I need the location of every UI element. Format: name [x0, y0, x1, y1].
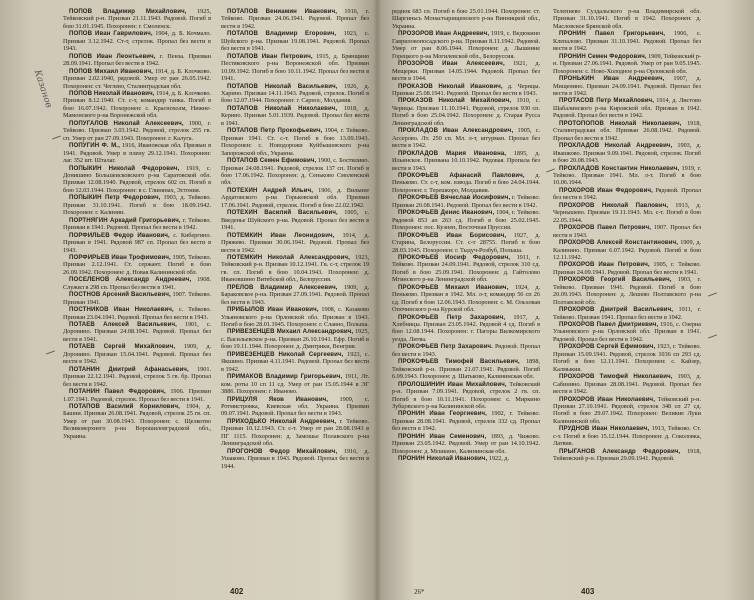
entry-text: 1893, д. Чижово. Призван 23.05.1942. Рядовой. Умер от ран 14.10.1942. Похоронен: д. Мешкино, Калининская обл. — [392, 432, 540, 455]
memorial-entry — [392, 30, 540, 60]
memorial-entry — [63, 343, 211, 365]
memorial-entry — [63, 291, 211, 306]
entry-name: ПРОЗОРОВ Иван Алексеевич, — [398, 60, 505, 68]
entry-name: ПРОКОФЬЕВ Иосиф Федорович, — [398, 253, 511, 261]
entry-name: ПОТАПОВ Петр Прокофьевич, — [227, 127, 323, 135]
entry-text: 1907, д. Мищенино. Призван 24.09.1941. Рядовой. Пропал без вести в 1942. — [553, 75, 701, 97]
entry-name: ПРОХОРОВ Дмитрий Васильевич, — [559, 306, 674, 314]
memorial-entry — [553, 373, 701, 395]
memorial-entry — [221, 83, 369, 105]
memorial-entry — [63, 306, 211, 321]
entry-name: ПРИВЕЗЕНЦЕВ Михаил Александрович, — [227, 328, 354, 336]
entry-name: ПРИХОДЬКО Николай Андреевич, — [227, 417, 337, 425]
entry-text: 1905, Тейково. Призван 2.12.1941. Ст. сержант. Погиб в бою 26.09.1942. Похоронен: д. Новая Калининской обл. — [63, 253, 211, 276]
memorial-entry — [553, 30, 701, 52]
memorial-entry — [553, 142, 701, 164]
memorial-entry — [553, 120, 701, 142]
entry-text: 1923, с. Шуйского р-на. Призван 19.08.1941. Рядовой. Пропал без вести в 1941. — [221, 30, 370, 53]
memorial-entry — [63, 254, 211, 276]
memorial-entry — [392, 150, 540, 172]
entry-text: с. Кибергино. Призван в 1941. Рядовой 987 сп. Пропал без вести в 1943. — [63, 231, 211, 254]
memorial-entry — [553, 343, 701, 373]
pencil-mark — [708, 292, 717, 296]
entry-name: ПРОХОРОВ Иван Николаевич, — [559, 395, 655, 403]
memorial-entry — [221, 187, 369, 209]
entry-text: 1904, д. Башни. Призван 26.08.1941. Рядовой, стрелок 25 гв. сп. Умер от ран 30.08.1943. Похоронен: с. Щелкотво Великоверхнего р-на Ворошиловградской обл., Украина. — [63, 403, 212, 440]
memorial-entry — [553, 187, 701, 202]
memorial-entry — [221, 306, 369, 328]
entry-text: 1921, д. Мещерки. Призван 14.05.1944. Рядовой. Пропал без вести в 1944. — [392, 60, 540, 83]
memorial-entry — [221, 30, 369, 52]
memorial-entry — [553, 396, 701, 426]
pencil-mark — [46, 350, 55, 354]
entry-text: 1911, г. Тейково. Призван 24.09.1941. Рядовой, стрелок 310 сд. Погиб в бою 25.09.1941. Похоронен: д. Гайтолово Мгинского р-на Ленинградской обл. — [392, 253, 541, 284]
entry-name: ПРОЗОРОВ Иван Андреевич, — [398, 30, 490, 38]
entry-name: ПРОНИН Павел Григорьевич, — [559, 30, 666, 38]
entry-name: ПРОХОРОВ Иван Федорович, — [559, 186, 653, 194]
entry-name: ПРОХОРОВ Иван Петрович, — [559, 261, 650, 269]
entry-name: ПОСТНИКОВ Иван Николаевич, — [69, 306, 174, 314]
entry-text: г. Тейково. Призван 10.12.1943. Ст. с-т. Умер от ран 28.08.1943 в ПГ 1115. Похоронен: д. Замошье Полавского р-на Ленинградской обл. — [221, 417, 369, 448]
entry-name: ПОТАНИН Павел Федорович, — [69, 388, 166, 396]
entry-text: 1914, д. Б. Клочково. Призван 2.02.1940, рядовой. Умер от ран 26.05.1942. Похоронен: ст. Чеглево, Сталинградская обл. — [63, 67, 211, 90]
memorial-entry — [221, 418, 369, 448]
entry-text: 1906, с. Клепалово. Призван 31.10.1941. Рядовой. Пропал без вести в 1942. — [553, 30, 701, 53]
memorial-entry — [392, 97, 540, 127]
entry-name: ПРОНИН Иван Георгиевич, — [398, 410, 487, 418]
entry-name: ПОТЕХИН Андрей Ильич, — [227, 186, 314, 194]
entry-text: 1907. Тейково. Призван 1941. — [63, 291, 212, 306]
memorial-entry — [553, 425, 701, 447]
entry-name: ПРОКАЗОВ Николай Михайлович, — [398, 97, 512, 105]
entry-text: 1923, Тейковский р-н. Призван 10.12.1941. Гв. с-т, стрелок 19 гв. сп. Погиб в бою 10.04.1943. Похоронен: д. Ивановшино Витебской обл., Белоруссия. — [221, 253, 370, 284]
entry-text: 1919, г. Тейково. Призван 1941. Мл. л-т. Погиб в бою 10.06.1944. — [553, 164, 701, 187]
entry-name: ПРОГОНОВ Федор Михайлович, — [227, 447, 338, 455]
entry-text: 1904, д. Б. Кочмало. Призван 3.12.1942. Ст-т, стрелок. Пропал без вести в 1943. — [63, 30, 211, 53]
entry-name: ПРОТАСОВ Петр Михайлович, — [559, 97, 655, 105]
entry-text: 1903, д. Ивашково. Призван 9.09.1941. Рядовой, стрелок. Погиб в бою 20.08.1943. — [553, 142, 702, 165]
footnote-mark: 26* — [414, 588, 425, 596]
entry-name: ПРИЦУЛЯ Яков Иванович, — [227, 395, 329, 403]
memorial-entry — [63, 165, 211, 195]
entry-name: ПОТАПОВ Иван Петрович, — [227, 52, 313, 60]
pencil-mark — [52, 135, 61, 139]
entry-text: 1911, Лт. ком. роты 10 сп 11 сд. Умер от ран 15.05.1944 в ЭГ 3886. Похоронен: г. Иваново. — [221, 373, 370, 396]
entry-name: ПРОКОФЬЕВ Иван Борисович, — [398, 231, 507, 239]
right-column-1 — [392, 8, 540, 463]
entry-text: 1902, г. Тейково. Призван 28.08.1941. Рядовой, стрелок 332 сд. Пропал без вести в 1942. — [392, 410, 540, 433]
memorial-entry — [553, 276, 701, 306]
left-page-number: 402 — [230, 587, 244, 596]
memorial-entry — [221, 209, 369, 231]
entry-name: ПРИВЕЗЕНЦЕВ Николай Сергеевич, — [227, 350, 344, 358]
memorial-entry — [392, 194, 540, 209]
entry-name: ПРИМАКОВ Владимир Григорьевич, — [227, 373, 343, 381]
entry-name: ПРОКОФЬЕВ Петр Захарович, — [398, 313, 506, 321]
memorial-entry — [392, 358, 540, 380]
entry-name: ПРОНИН Семен Федорович, — [559, 52, 647, 60]
entry-text: 1922, д. — [488, 455, 509, 463]
entry-text: 1910, с. Чернцы. Призван 11.10.1941. Рядовой, стрелок 930 сп. Погиб в бою 25.04.1942. Похоронен: д. Старая Русса Ленинградской обл. — [392, 97, 540, 127]
memorial-entry — [221, 448, 369, 470]
entry-name: ПРОКЛАДОВ Иван Александрович, — [398, 127, 514, 135]
right-column-2 — [553, 8, 701, 463]
left-column-1 — [63, 8, 211, 440]
entry-text: 1904, г. Тейково. Призван 1941. Ст. с-т. Погиб в бою 13.09.1943. Похоронен: с. Новодорожи Куйбышевского р-на Запорожской обл., Украина. — [221, 127, 369, 157]
entry-text: 1926, д. Харино. Призван 14.11.1943. Рядовой, стрелок. Погиб в бою 12.07.1944. Похоронен: г. Сарнос, Молдавия. — [221, 82, 370, 105]
memorial-entry — [63, 120, 211, 142]
memorial-entry — [392, 254, 540, 284]
entry-text: 1909, д. Доронино. Призван 15.04.1941. Рядовой. Пропал без вести в 1942. — [63, 343, 212, 366]
entry-name: ПРОХОРОВ Сергей Ефимович, — [559, 343, 656, 351]
memorial-entry — [553, 306, 701, 321]
entry-name: ПРОНИН Иван Семенович, — [398, 432, 487, 440]
entry-text: 1901. Призван 22.12.1941. Рядовой, стрелок 5 гв. бр. Пропал без вести в 1942. — [63, 365, 211, 388]
entry-name: ПРОНЬКИН Иван Андреевич, — [559, 75, 665, 83]
memorial-entry — [553, 97, 701, 119]
left-page — [0, 0, 376, 600]
entry-text: 1900, с. Бостилино. Призван 24.08.1941. Рядовой, стрелок 137 сп. Погиб в бою 17.06.1942. Похоронен: д. Сеньково Смоленской обл. — [221, 157, 370, 187]
entry-name: ПРЫГАНОВ Александр Федорович, — [559, 447, 681, 455]
memorial-entry — [553, 53, 701, 75]
right-page-number: 403 — [581, 587, 595, 596]
entry-name: ПОСТНОВ Арсений Васильевич, — [69, 291, 171, 299]
entry-text: 1909, д. Бараковское р-на. Призван 27.09.1941. Рядовой. Пропал без вести в 1943. — [221, 283, 369, 306]
entry-text: 1914, д. Б. Клочково. Призван 8.12.1940. Ст. с-т, командир танка. Погиб в бою 16.07.1942. Похоронен: с. Краснохолм, Нижне-Мамонского р-на Воронежской обл. — [63, 89, 211, 120]
memorial-entry — [392, 8, 540, 30]
entry-text: 1925, с. Васильевское р-на. Призван 26.10.1941. Ефр. Погиб в бою 19.11.1944. Похоронен: д. Дмитрики, Венгрия. — [221, 328, 369, 351]
memorial-entry — [553, 224, 701, 239]
entry-text: реднок 683 сп. Погиб в бою 25.01.1944. Похоронен: ст. Шаргиньсь Монастырищенского р-на Винницкой обл., Украина. — [392, 8, 540, 30]
memorial-entry — [392, 381, 540, 411]
memorial-entry — [392, 127, 540, 149]
entry-name: ПОТАЕВ Сергей Михайлович, — [69, 343, 176, 351]
entry-text: г. Тейково. Призван в 1941. Рядовой. Пропал без вести в 1942. — [63, 216, 211, 232]
entry-text: 1916, Ивановская обл. Призван в 1941. Рядовой. Умер в плену 29.12.1941. Похоронен: лаг. 352 шт. Шталаг. — [63, 142, 212, 165]
entry-name: ПОПОВ Николай Иванович, — [69, 89, 155, 97]
memorial-entry — [392, 314, 540, 344]
entry-text: 1906, д. Вильнее Ардатовского р-на Горьковской обл. Призван 17.06.1941. Рядовой, стрелок. Погиб в бою 22.02.1942. — [221, 186, 369, 209]
memorial-entry — [63, 276, 211, 291]
memorial-entry — [63, 194, 211, 216]
memorial-entry — [221, 254, 369, 284]
entry-name: ПРОКАЗОВ Николай Иванович, — [398, 82, 503, 90]
entry-text: 1908. Служил в 298 сп. Пропал без вести в 1941. — [63, 276, 211, 291]
entry-text: 1923, с. Якшино. Призван 4.11.1941. Рядовой. Пропал без вести в 1942. — [221, 350, 369, 373]
memorial-entry — [553, 165, 701, 187]
entry-text: 1907. Пропал без вести в 1943. — [553, 224, 702, 239]
entry-name: ПРОХОРОВ Тимофей Николаевич, — [559, 373, 673, 381]
entry-name: ПОТАПОВ Владимир Егорович, — [227, 30, 337, 38]
entry-text: с. Тейково. Призван 23.04.1941. Рядовой. Пропал без вести в 1943. — [63, 306, 211, 321]
entry-text: 1903, г. Тейково. Призван 1941. Рядовой. Погиб в бою 20.09.1943. Похоронен: д. Лешево Полтавского р-на Полтавской обл. — [553, 276, 701, 306]
entry-text: 1919, с. Ведюкино Гавриловопосадского р-на. Призван 8.11.1942. Рядовой. Умер от ран 8.06.1944. Похоронен: д. Лышнине Горецкого р-на Могилевской обл., Белоруссия. — [392, 30, 541, 60]
entry-text: 1900, г. Тейково. Призван 3.03.1942. Рядовой, стрелок 255 гв. сп. Умер от ран 27.09.1943. Похоронен: г. Калуга. — [63, 119, 211, 142]
entry-text: г. Тейково. Призван 20.08.1941. Рядовой. Пропал без вести в 1942. — [392, 194, 540, 209]
memorial-entry — [553, 448, 701, 463]
entry-text: 1895, д. Ильинское. Призвана 10.10.1942. Рядовая. Пропала без вести в 1943. — [392, 149, 540, 172]
entry-text: 1908, с. Казаково Ульяновского р-на Орловской обл. Призван в 1943. Погиб в бою 28.01.1945. Похоронен: г. Славно, Польша. — [221, 306, 369, 329]
entry-name: ПОТЕМКИН Иван Леонидович, — [227, 231, 335, 239]
entry-name: ПРОКОФЬЕВ Михаил Иванович, — [398, 283, 509, 291]
entry-name: ПОТАПОВ Василий Корнилович, — [69, 403, 180, 411]
entry-name: ПОПУГИН Ф. М., — [69, 142, 120, 150]
entry-name: ПРОКЛАДОВ Мария Ивановна, — [398, 149, 507, 157]
entry-name: ПРОХЛАДОВ Николай Андреевич, — [559, 142, 673, 150]
memorial-entry — [221, 127, 369, 157]
memorial-entry — [392, 83, 540, 98]
entry-text: 1898, Тейковский р-н. Призван 21.07.1941. Рядовой. Погиб 6.09.1943. Похоронен: д. Шатьково, Калининская обл. — [392, 358, 540, 381]
memorial-entry — [221, 105, 369, 127]
entry-name: ПОПУГАЛОВ Николай Алексеевич, — [69, 119, 184, 127]
entry-text: г. Пенза. Призван 28.09.1941. Пропал без вести в 1942. — [63, 52, 211, 68]
entry-text: 1918, д. Керино. Призван 5.01.1939. Рядовой. Пропал без вести в 1941. — [221, 104, 369, 127]
entry-text: 1925, Тейковский р-н. Призван 21.11.1943. Рядовой. Погиб в бою 31.01.1945. Похоронен: г. Смоленск. — [63, 8, 211, 30]
entry-name: ПОРТНЯГИН Аркадий Григорьевич, — [69, 216, 181, 224]
entry-text: 1909, с. Ротмистровка, Киевская обл. Украина. Призван 09.07.1941. Рядовой. Пропал без вести в 1943. — [221, 395, 370, 418]
memorial-entry — [553, 239, 701, 261]
entry-text: 1919, с. Донишино Большеисковского р-на Саратовской обл. Призван 12.08.1940. Рядовой, стрелок 602 сп. Погиб в бою 12.03.1944. Похоронен: в с. Глинянах, Эстония. — [63, 164, 211, 194]
memorial-entry — [221, 373, 369, 395]
entry-text: 1914, д. Пряжево. Призван 30.06.1941. Рядовой. Пропал без вести в 1942. — [221, 231, 370, 254]
memorial-entry — [221, 396, 369, 418]
entry-name: ПРОТОПОПОВ Николай Николаевич, — [559, 119, 682, 127]
memorial-entry — [221, 8, 369, 30]
entry-text: 1911, г. Тейково. Призван 1941. Пропал без вести в 1942. — [553, 306, 701, 321]
entry-text: 1905, с. Ассерово. Лт. 250 сп. Мл. л-т, штурман. Пропал без вести в 1942. — [392, 127, 540, 150]
entry-text: 1924, д. Пеньково. Призван в 1942. Мл. л-т, командир 56 сп 26 сд. Погиб в бою 12.06.1943. Похоронен: с. М. Ольховая Опочинского р-на Курской обл. — [392, 283, 541, 314]
memorial-entry — [392, 209, 540, 231]
entry-name: ПРОХЛАДОВ Константин Николаевич, — [559, 164, 680, 172]
memorial-entry — [63, 403, 211, 440]
entry-text: Рядовой. Пропал без вести в 1943. — [392, 343, 540, 358]
entry-name: ПОТАЕВ Алексей Васильевич, — [69, 321, 177, 329]
entry-name: ПРЕЛОВ Владимир Алексеевич, — [227, 283, 338, 291]
memorial-entry — [553, 75, 701, 97]
memorial-entry — [392, 343, 540, 358]
memorial-entry — [553, 8, 701, 30]
memorial-entry — [392, 284, 540, 314]
entry-text: 1903, д. Тейково. Призван 31.10.1941. Погиб в бою 18.09.1942. Похоронен: г. Калинин. — [63, 194, 211, 217]
entry-name: ПОТЕХИН Василий Васильевич, — [227, 209, 338, 217]
entry-name: ПРОХОРОВ Павел Петрович, — [559, 224, 652, 232]
entry-text: 1916, д. Ушаково. Призван в 1943. Рядовой. Пропал без вести в 1944. — [221, 447, 370, 470]
entry-text: Тейковский р-н. Призван 27.10.1941. Рядовой, стрелок 348 сп 27 сд. Погиб в бою 29.07.1942. Похоронен: Великие Луки Калининской обл. — [553, 395, 701, 425]
entry-name: ПРОКОФЬЕВ Тимофей Васильевич, — [398, 358, 520, 366]
memorial-entry — [63, 388, 211, 403]
entry-text: 1918, Тейковский р-н. Призван 29.09.1941. Рядовой. — [553, 447, 701, 463]
entry-name: ПРОНИН Николай Иванович, — [398, 455, 488, 463]
memorial-entry — [63, 68, 211, 90]
entry-name: ПОПОВ Иван Гаврилович, — [69, 30, 153, 38]
entry-name: ПОРФИРЬЕВ Иван Трофимович, — [69, 253, 171, 261]
entry-text: 1923, г. Тейково. Призван 15.09.1941. Рядовой, стрелок 1036 сп 293 сд. Погиб в бою 12.11.1941. Похоронен: с. Кайзер, Калмыкия. — [553, 343, 701, 373]
entry-text: 1903, д. Сабинино. Призван 28.08.1941. Рядовой. Пропал без вести в 1942. — [553, 373, 701, 396]
memorial-entry — [63, 8, 211, 30]
pencil-mark — [708, 334, 717, 338]
entry-name: ПРОКОФЬЕВ Афанасий Павлович, — [398, 171, 525, 179]
entry-name: ПОРФИЛЬЕВ Федор Иванович, — [69, 231, 170, 239]
entry-text: 1901, с. Доронино. Призван 24.08.1941. Рядовой. Пропал без вести в 1941. — [63, 321, 211, 343]
entry-name: ПРОЛОШИНИН Иван Михайлович, — [398, 380, 507, 388]
entry-name: ПОПЫКИН Петр Федорович, — [69, 194, 161, 202]
entry-text: 1918, Сталинградская обл. Призван 26.08.1942. Рядовой. Пропал без вести в 1942. — [553, 119, 701, 142]
memorial-entry — [63, 321, 211, 343]
entry-text: 1916, с. Озерна Ульяновского р-на Орловской обл. Призван в 1941. Рядовой. Пропал без вести в 1942. — [553, 321, 701, 343]
memorial-entry — [221, 351, 369, 373]
entry-name: ПРОКОФЬЕВ Денис Иванович, — [398, 209, 495, 217]
entry-name: ПОПОВ Владимир Михайлович, — [69, 8, 187, 15]
entry-text: 1904, г. Тейково. Рядовой 853 ап 263 сд. Погиб в бою 25.02.1945. Похоронен: пос. Куэнен, Восточная Пруссия. — [392, 209, 540, 232]
memorial-entry — [221, 232, 369, 254]
entry-name: ПОТАПОВ Николай Николаевич, — [227, 104, 338, 112]
entry-text: 1913, Тейково. Ст. с-т. Погиб в бою 15.12.1944. Похоронен: д. Соколовка, Латвия. — [553, 425, 701, 448]
entry-text: 1914, д. Листово Шабалинского р-на Кировской обл. Призван в 1942. Рядовой. Пропал без вести в 1942. — [553, 97, 701, 120]
memorial-entry — [392, 433, 540, 455]
handwritten-note: Казанов — [31, 68, 54, 110]
entry-name: ПРИБЫЛОВ Иван Иванович, — [227, 306, 319, 314]
memorial-entry — [392, 455, 540, 462]
entry-text: д. Чернцы. Призван 25.08.1941. Рядовой. Пропал без вести в 1943. — [392, 82, 540, 97]
memorial-entry — [63, 53, 211, 68]
entry-text: 1906. Призван 1.07.1941. Рядовой, стрелок. Пропал без вести в 1941. — [63, 388, 212, 403]
entry-text: 1917, д. Хлебницы. Призван 23.05.1942. Рядовой 4 сд. Погиб в бою 12.08.1944. Похоронен: г. Пагоры Вилкомирского уезда, Литва. — [392, 313, 541, 343]
entry-name: ПОТАПОВ Николай Васильевич, — [227, 82, 338, 90]
entry-name: ПОТАНИН Дмитрий Афанасьевич, — [69, 365, 189, 373]
memorial-entry — [63, 217, 211, 232]
memorial-entry — [221, 284, 369, 306]
entry-text: 1905, г. Тейково. Призван 24.09.1941. Рядовой. Пропал без вести в 1941. — [553, 261, 701, 276]
entry-name: ПОПОВ Иван Леонтьевич, — [69, 52, 156, 60]
memorial-entry — [221, 53, 369, 83]
entry-text: Рядовой. Пропал без вести в 1942. — [553, 186, 701, 202]
entry-text: д. Пеньково. Ст. с-т, ком. взвода. Погиб в бою 24.04.1944. Похоронен: г. Терешкоро, Молдавия. — [392, 171, 540, 194]
memorial-entry — [392, 172, 540, 194]
memorial-entry — [553, 261, 701, 276]
memorial-entry — [392, 232, 540, 254]
memorial-entry — [63, 232, 211, 254]
entry-name: ПОТАПОВ Семен Ефимович, — [227, 157, 317, 165]
entry-name: ПРОХОРОВ Георгий Васильевич, — [559, 276, 672, 284]
entry-text: Тейковский р-н. Призван 7.09.1941. Рядовой, стрелок 2 гв. сп. Погиб в бою 10.11.1941. Похоронен: с. Миркино Зубцовского р-на Калининской обл. — [392, 380, 540, 411]
entry-text: 1909, д. Калинино. Призван 6.07.1942. Рядовой. Погиб в бою 12.11.1942. — [553, 239, 701, 261]
memorial-entry — [63, 90, 211, 120]
entry-text: Телепнево Суздальского р-на Владимирской обл. Призван 31.10.1941. Погиб в 1942. Похоронен: д. Масловское Брянской обл. — [553, 8, 701, 30]
entry-name: ПРОХОРОВ Алексей Константинович, — [559, 239, 679, 247]
entry-name: ПРОКОФЬЕВ Вячеслав Иосифович, — [398, 194, 511, 202]
memorial-entry — [392, 60, 540, 82]
entry-text: 1909, Тейковский р-н. Призван 27.06.1941. Рядовой. Умер от ран 9.05.1945. Похоронен: с. Ново-Холодное р-на Орловской обл. — [553, 52, 701, 75]
memorial-entry — [221, 157, 369, 187]
entry-name: ПОСЕЛЕНОВ Александр Андреевич, — [69, 276, 192, 284]
entry-text: 1905, с. Введенье Шуйского р-на. Рядовой. Пропал без вести в 1941. — [221, 209, 370, 232]
entry-name: ПРОХОРОВ Николай Павлович, — [559, 201, 669, 209]
entry-text: 1916, г. Тейково. Призван 24.06.1941. Рядовой. Пропал без вести в 1942. — [221, 8, 369, 30]
memorial-entry — [553, 321, 701, 343]
memorial-entry — [392, 410, 540, 432]
left-column-2 — [221, 8, 369, 470]
entry-name: ПРОКОФЬЕВ Петр Захарович. — [398, 343, 493, 351]
entry-name: ПОПОВ Михаил Иванович, — [69, 67, 153, 75]
entry-name: ПРУДНОВ Иван Николаевич, — [559, 425, 650, 433]
entry-text: 1915, д. Брянщино Пестяковского р-на Воронежской обл. Призван 10.09.1942. Погиб в бою 10.11.1942. Пропал без вести в 1941. — [221, 52, 369, 83]
entry-name: ПОТАПОВ Вениамин Иванович, — [227, 8, 338, 15]
memorial-entry — [63, 30, 211, 52]
entry-name: ПОПЫКИН Николай Федорович, — [69, 164, 180, 172]
memorial-entry — [63, 142, 211, 164]
entry-name: ПОТЕМКИН Николай Александрович, — [227, 253, 350, 261]
entry-text: 1927, д. Старина, Белоруссия. Ст. с-т 28755. Погиб в бою 28.03.1945. Похоронен: г. Тыдуч-Розбуб, Польша. — [392, 231, 540, 254]
entry-text: 1913, д. Чернышево. Призван 19.11.1943. Мл. с-т. Погиб в бою 22.05.1944. — [553, 201, 702, 224]
entry-name: ПРОХОРОВ Павел Дмитриевич, — [559, 321, 659, 329]
memorial-entry — [221, 328, 369, 350]
memorial-entry — [553, 202, 701, 224]
right-page — [378, 0, 754, 600]
memorial-entry — [63, 366, 211, 388]
